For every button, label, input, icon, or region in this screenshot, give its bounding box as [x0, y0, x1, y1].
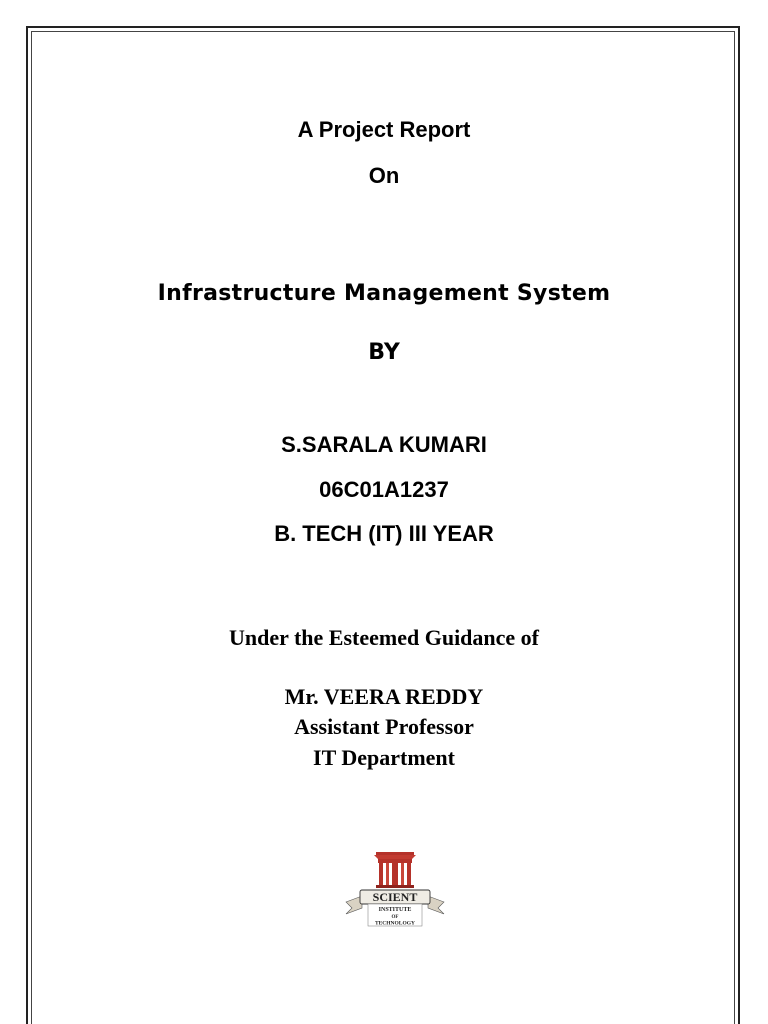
report-heading: A Project Report — [297, 117, 471, 142]
guide-department: IT Department — [313, 745, 455, 770]
college-logo-icon — [340, 846, 450, 928]
logo-line-3: TECHNOLOGY — [374, 920, 416, 927]
logo-line-1: INSTITUTE — [378, 907, 412, 913]
guidance-intro: Under the Esteemed Guidance of — [228, 625, 540, 650]
student-name: S.SARALA KUMARI — [281, 432, 487, 457]
guide-designation: Assistant Professor — [294, 714, 474, 739]
student-roll-no: 06C01A1237 — [319, 477, 449, 502]
student-course: B. TECH (IT) III YEAR — [274, 521, 494, 546]
report-by: BY — [368, 340, 400, 365]
report-title: Infrastructure Management System — [157, 281, 611, 306]
logo-line-2: OF — [391, 915, 399, 920]
report-on: On — [368, 163, 400, 188]
guide-name: Mr. VEERA REDDY — [284, 684, 484, 709]
logo-banner-text: SCIENT — [372, 890, 418, 904]
